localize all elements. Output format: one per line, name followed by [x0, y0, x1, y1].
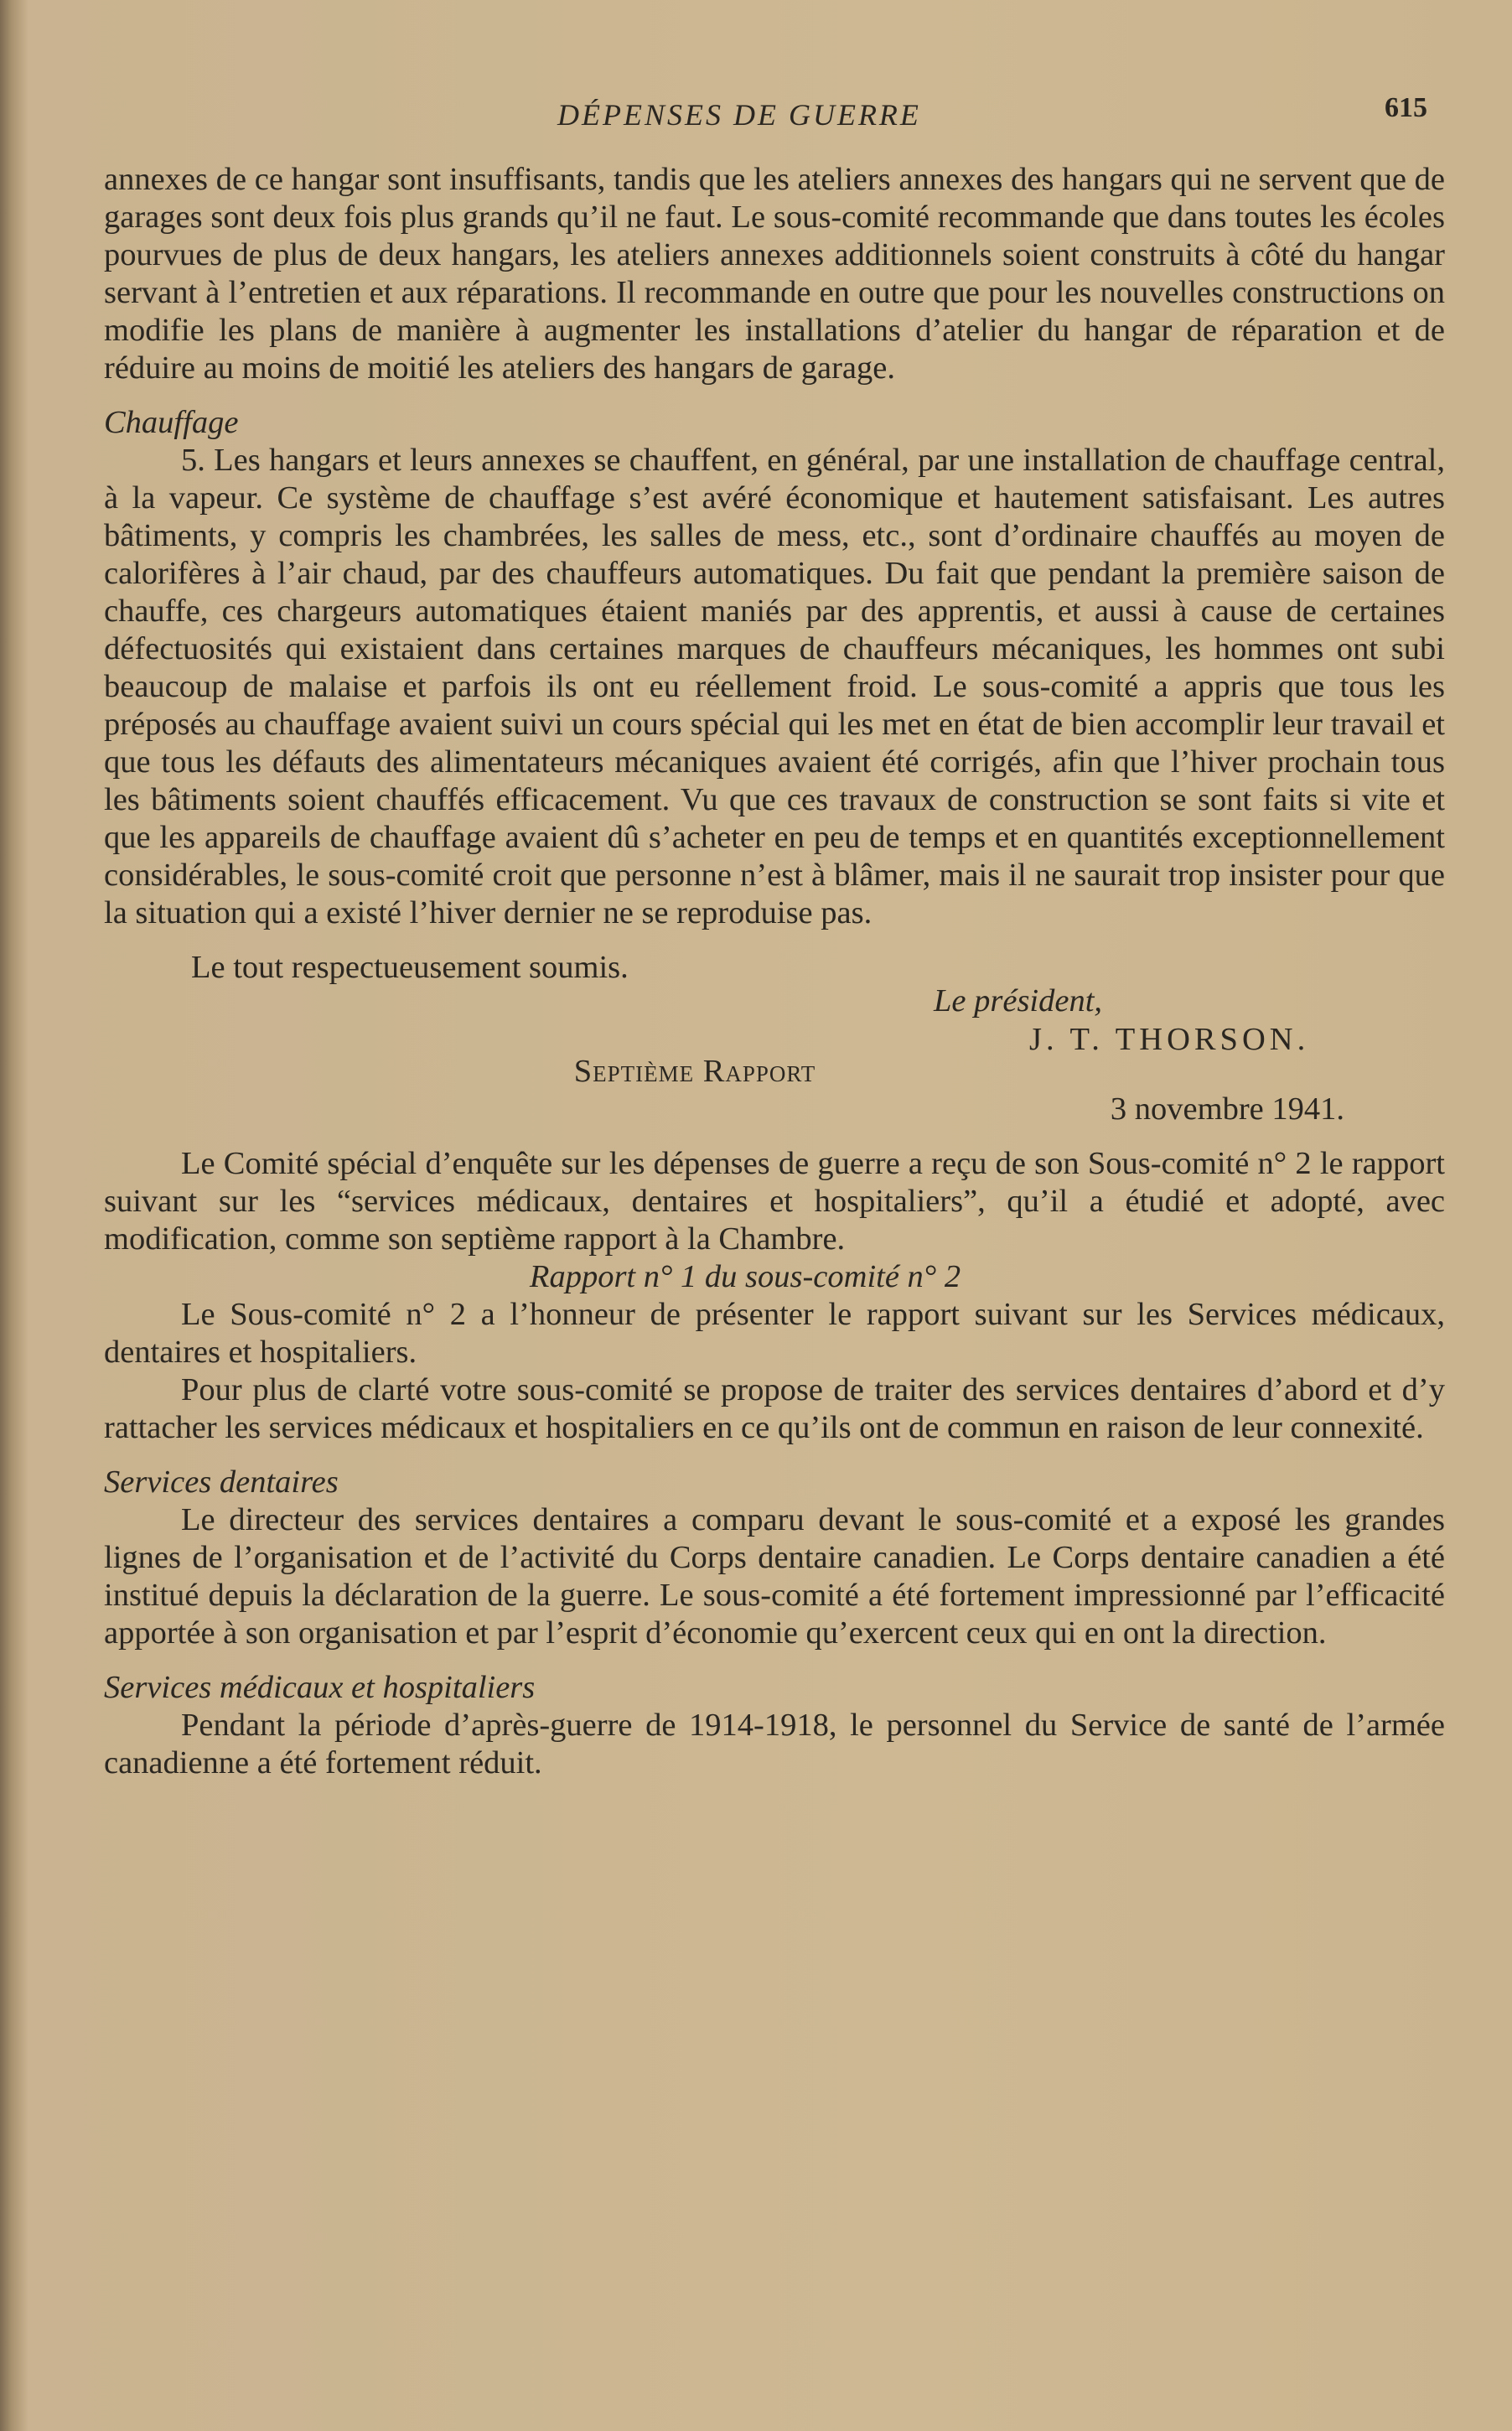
report-date: 3 novembre 1941. [1110, 1091, 1344, 1127]
subreport-title: Rapport n° 1 du sous-comité n° 2 [529, 1259, 961, 1294]
signature-name: J. T. THORSON. [1029, 1022, 1310, 1057]
paragraph-souscomite: Le Sous-comité n° 2 a l’honneur de présenter le rapport suivant sur les Services médicaux, dentaires et hospitaliers. [104, 1297, 1445, 1370]
paragraph-clarte: Pour plus de clarté votre sous-comité se propose de traiter des services dentaires d’abord et d’y rattacher les services médicaux et hospitaliers en ce qu’ils ont de commun en raison de leur connexité. [104, 1372, 1445, 1445]
signature-block [104, 949, 1445, 1057]
paragraph-medicaux: Pendant la période d’après-guerre de 1914-1918, le personnel du Service de santé de l’armée canadienne a été fortement réduit. [104, 1708, 1445, 1780]
paragraph-continuation: annexes de ce hangar sont insuffisants, tandis que les ateliers annexes des hangars qui ne servent que de garages sont deux fois plus grands qu’il ne faut. Le sous-comité recommande que dans toutes les écoles pourvues de plus de deux hangars, les ateliers annexes additionnels soient construits à côté du hangar servant à l’entretien et aux réparations. Il recommande en outre que pour les nouvelles constructions on modifie les plans de manière à augmenter les installations d’atelier du hangar de réparation et de réduire au moins de moitié les ateliers des hangars de garage. [104, 162, 1445, 386]
running-head: DÉPENSES DE GUERRE [557, 98, 921, 132]
section-heading-dentaires: Services dentaires [104, 1464, 339, 1500]
report-title: Septième Rapport [573, 1054, 816, 1089]
page-body [104, 161, 1445, 1782]
signature-title: Le président, [934, 983, 1103, 1019]
section-heading-medicaux: Services médicaux et hospitaliers [104, 1670, 536, 1705]
page-number: 615 [1385, 92, 1427, 123]
section-heading-chauffage: Chauffage [104, 405, 239, 440]
closing-line: Le tout respectueusement soumis. [191, 950, 629, 985]
page-header [0, 91, 1512, 141]
paragraph-comite: Le Comité spécial d’enquête sur les dépenses de guerre a reçu de son Sous-comité n° 2 le rapport suivant sur les “services médicaux, dentaires et hospitaliers”, qu’il a étudié et adopté, avec modification, comme son septième rapport à la Chambre. [104, 1146, 1445, 1257]
paragraph-chauffage: 5. Les hangars et leurs annexes se chauffent, en général, par une installation de chauffage central, à la vapeur. Ce système de chauffage s’est avéré économique et hautement satisfaisant. Les autres bâtiments, y compris les chambrées, les salles de mess, etc., sont d’ordinaire chauffés au moyen de calorifères à l’air chaud, par des chauffeurs automatiques. Du fait que pendant la première saison de chauffe, ces chargeurs automatiques étaient maniés par des apprentis, et aussi à cause de certaines défectuosités qui existaient dans certaines marques de chauffeurs mécaniques, les hommes ont subi beaucoup de malaise et parfois ils ont eu réellement froid. Le sous-comité a appris que tous les préposés au chauffage avaient suivi un cours spécial qui les met en état de bien accomplir leur travail et que tous les défauts des alimentateurs mécaniques avaient été corrigés, afin que l’hiver prochain tous les bâtiments soient chauffés efficacement. Vu que ces travaux de construction se sont faits si vite et que les appareils de chauffage avaient dû s’acheter en peu de temps et en quantités exceptionnellement considérables, le sous-comité croit que personne n’est à blâmer, mais il ne saurait trop insister pour que la situation qui a existé l’hiver dernier ne se reproduise pas. [104, 443, 1445, 930]
paragraph-dentaires: Le directeur des services dentaires a comparu devant le sous-comité et a exposé les grandes lignes de l’organisation et de l’activité du Corps dentaire canadien. Le Corps dentaire canadien a été institué depuis la déclaration de la guerre. Le sous-comité a été fortement impressionné par l’efficacité apportée à son organisation et par l’esprit d’économie qu’exercent ceux qui en ont la direction. [104, 1502, 1445, 1651]
